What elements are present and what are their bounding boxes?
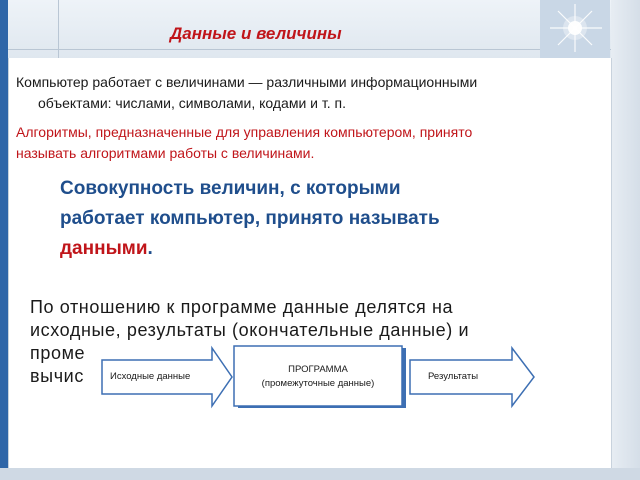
output-label: Результаты — [428, 371, 479, 382]
program-sublabel: (промежуточные данные) — [261, 378, 375, 389]
classification-line-3-start: проме — [30, 343, 86, 363]
program-box — [234, 346, 402, 406]
classification-line-1: По отношению к программе данные делятся на — [30, 297, 454, 317]
algorithms-paragraph — [16, 122, 616, 164]
slide-title: Данные и величины — [170, 24, 342, 43]
definition-paragraph — [60, 174, 580, 264]
program-label: ПРОГРАММА — [288, 364, 348, 375]
classification-line-2: исходные, результаты (окончательные данные) и — [30, 320, 470, 340]
definition-highlight: данными — [60, 238, 148, 259]
header-divider — [8, 49, 611, 50]
sparkle-icon — [540, 0, 610, 58]
footer-band — [0, 468, 640, 480]
algorithms-line-1: Алгоритмы, предназначенные для управления компьютером, принято — [16, 124, 473, 140]
intro-line-1: Компьютер работает с величинами — различными информационными — [16, 74, 478, 90]
intro-paragraph — [16, 72, 616, 114]
algorithms-line-2: называть алгоритмами работы с величинами. — [16, 145, 315, 161]
intro-line-2: объектами: числами, символами, кодами и т. п. — [38, 95, 346, 111]
definition-end: . — [147, 238, 153, 259]
definition-line-1: Совокупность величин, с которыми — [60, 178, 401, 199]
header-grid-line — [58, 0, 59, 58]
definition-line-3 — [60, 234, 580, 264]
data-flow-diagram — [98, 342, 540, 412]
classification-line-4: вычис — [30, 366, 84, 386]
definition-line-2: работает компьютер, принято называть — [60, 208, 440, 229]
input-label: Исходные данные — [110, 371, 191, 382]
left-accent-bar — [0, 0, 8, 480]
